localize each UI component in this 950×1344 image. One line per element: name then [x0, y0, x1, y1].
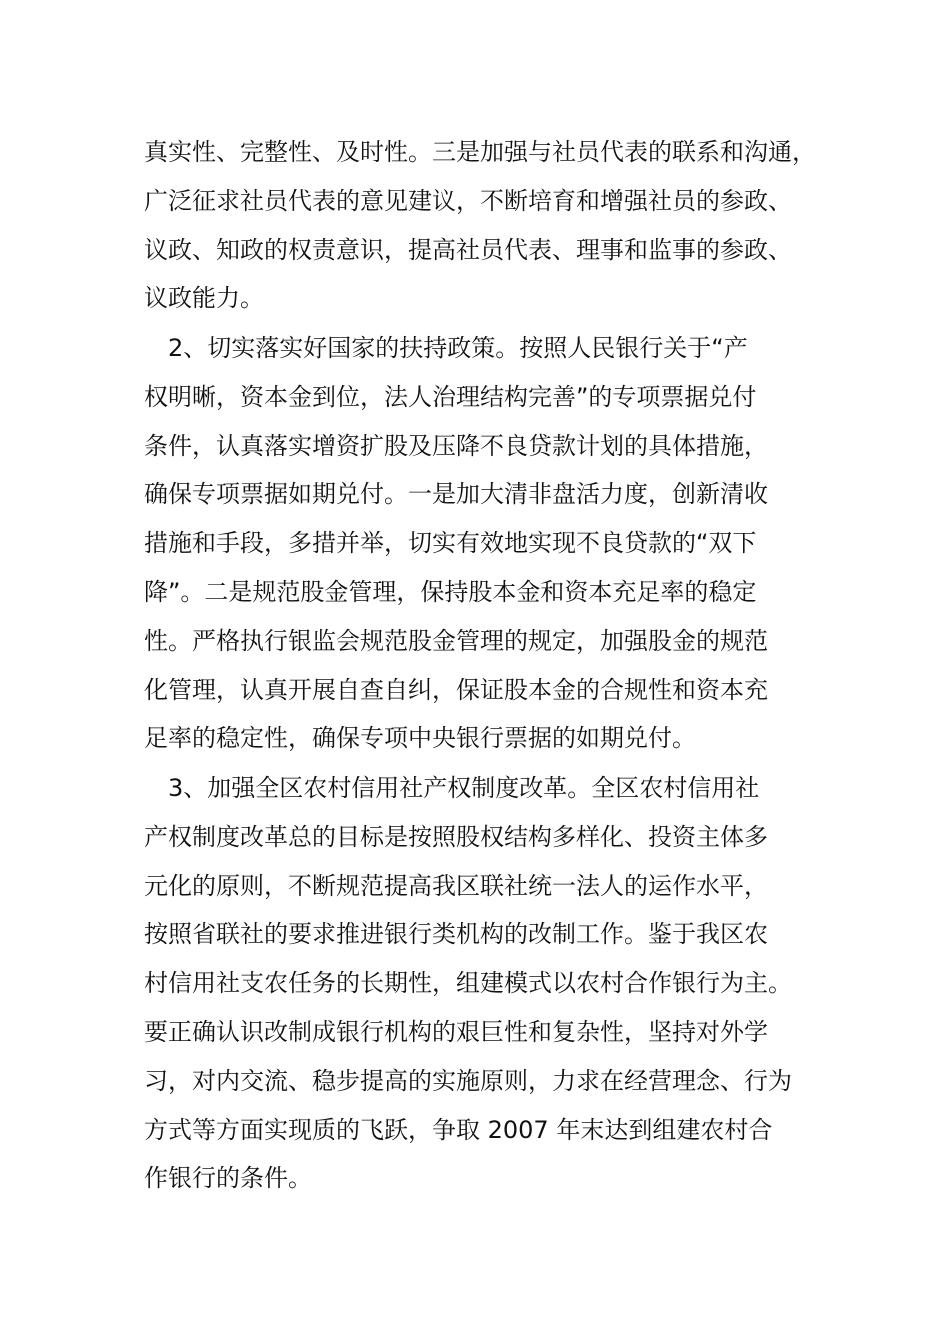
text-line: 元化的原则，不断规范提高我区联社统一法人的运作水平，: [144, 871, 768, 900]
paragraph-2: [144, 324, 834, 763]
text-line: 要正确认识改制成银行机构的艰巨性和复杂性，坚持对外学: [144, 1017, 768, 1046]
text-line: 按照省联社的要求推进银行类机构的改制工作。鉴于我区农: [144, 920, 768, 949]
text-line: 化管理，认真开展自查自纠，保证股本金的合规性和资本充: [144, 675, 768, 704]
text-line: 权明晰，资本金到位，法人治理结构完善”的专项票据兑付: [144, 382, 757, 411]
text-line: 真实性、完整性、及时性。三是加强与社员代表的联系和沟通，: [144, 138, 816, 166]
text-line: 降”。二是规范股金管理，保持股本金和资本充足率的稳定: [144, 577, 757, 606]
text-line: 方式等方面实现质的飞跃，争取 2007 年末达到组建农村合: [144, 1115, 773, 1144]
text-line: 确保专项票据如期兑付。一是加大清非盘活力度，创新清收: [144, 480, 768, 509]
text-line: 3、加强全区农村信用社产权制度改革。全区农村信用社: [144, 774, 760, 802]
text-line: 议政能力。: [144, 284, 264, 313]
text-line: 措施和手段，多措并举，切实有效地实现不良贷款的“双下: [144, 529, 757, 558]
text-line: 村信用社支农任务的长期性，组建模式以农村合作银行为主。: [144, 969, 792, 998]
text-line: 2、切实落实好国家的扶持政策。按照人民银行关于“产: [144, 334, 748, 362]
paragraph-1: [144, 128, 834, 323]
text-line: 足率的稳定性，确保专项中央银行票据的如期兑付。: [144, 724, 696, 753]
paragraph-3: [144, 764, 834, 1203]
text-line: 条件，认真落实增资扩股及压降不良贷款计划的具体措施，: [144, 431, 768, 460]
text-line: 性。严格执行银监会规范股金管理的规定，加强股金的规范: [144, 626, 768, 655]
text-line: 广泛征求社员代表的意见建议，不断培育和增强社员的参政、: [144, 186, 792, 215]
text-line: 产权制度改革总的目标是按照股权结构多样化、投资主体多: [144, 822, 768, 851]
text-line: 议政、知政的权责意识，提高社员代表、理事和监事的参政、: [144, 235, 792, 264]
text-line: 作银行的条件。: [144, 1164, 312, 1193]
text-line: 习，对内交流、稳步提高的实施原则，力求在经营理念、行为: [144, 1066, 792, 1095]
